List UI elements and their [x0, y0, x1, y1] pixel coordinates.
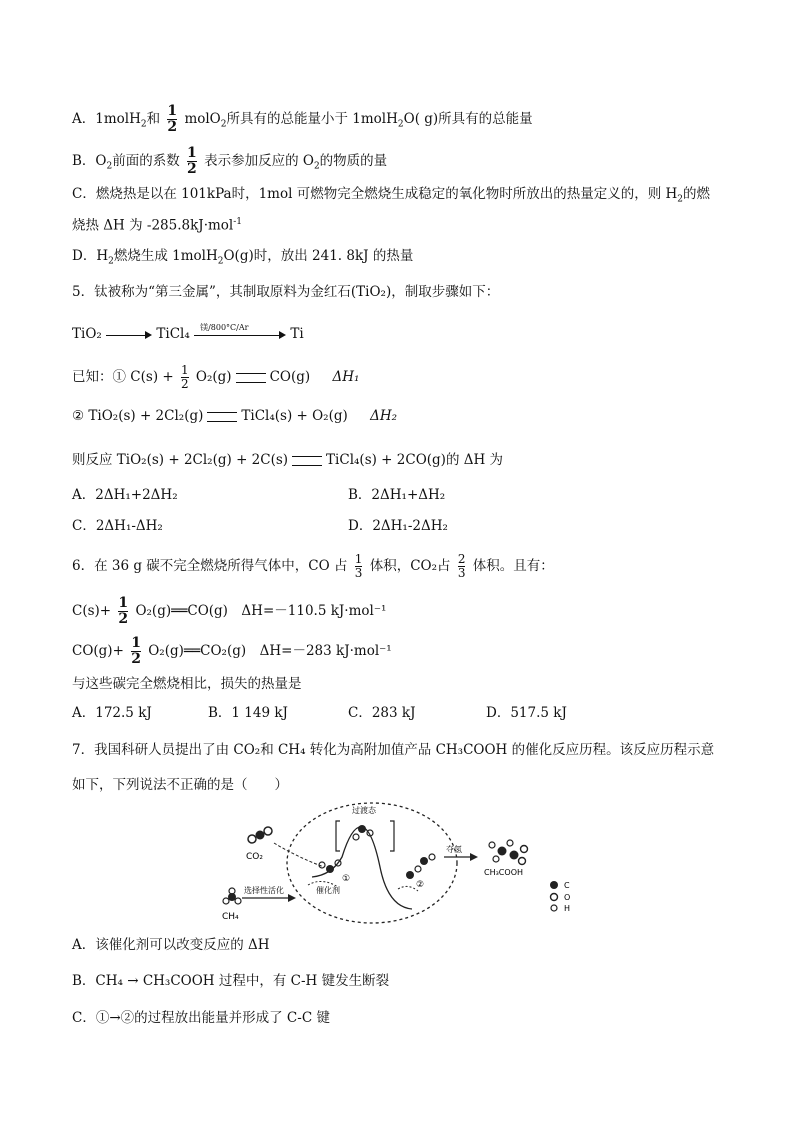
- legend-hydrogen: H: [564, 904, 571, 913]
- q5-option-b[interactable]: B．2ΔH₁+ΔH₂: [348, 487, 446, 503]
- q7-option-a[interactable]: A．该催化剂可以改变反应的 ΔH: [72, 937, 270, 953]
- q5-known-2: ② TiO₂(s) + 2Cl₂(g) TiCl₄(s) + O₂(g) ΔH₂: [72, 408, 398, 424]
- q6-option-b[interactable]: B．1 149 kJ: [208, 705, 288, 721]
- q6-equation-1: C(s)+ $\frac{1}{2}$ O₂(g)══CO(g) ΔH=－110.5 kJ·mol⁻¹: [72, 595, 387, 627]
- q7-option-c[interactable]: C．①→②的过程放出能量并形成了 C-C 键: [72, 1010, 330, 1026]
- q5-option-d[interactable]: D．2ΔH₁-2ΔH₂: [348, 518, 448, 534]
- q5-stem: 5．钛被称为“第三金属”，其制取原料为金红石(TiO₂)，制取步骤如下：: [72, 284, 500, 300]
- q6-option-d[interactable]: D．517.5 kJ: [486, 705, 567, 721]
- q6-option-a[interactable]: A．172.5 kJ: [72, 705, 152, 721]
- q6-equation-2: CO(g)+ $\frac{1}{2}$ O₂(g)══CO₂(g) ΔH=－283 kJ·mol⁻¹: [72, 635, 392, 667]
- q7-stem-line1: 7．我国科研人员提出了由 CO₂和 CH₄ 转化为高附加值产品 CH₃COOH 的催化反应历程。该反应历程示意: [72, 742, 715, 758]
- legend-oxygen: O: [564, 893, 571, 902]
- reaction-zone-ellipse: [287, 803, 457, 923]
- fraction-one-half: $\frac{1}{2}$: [167, 103, 178, 135]
- q4-option-c-line1: C．燃烧热是以在 101kPa时，1mol 可燃物完全燃烧生成稳定的氧化物时所放出的热量定义的，则 $H_2$的燃: [72, 186, 711, 205]
- q5-route: TiO₂ TiCl₄ 镁/800°C/Ar Ti: [72, 322, 304, 342]
- fraction-one-third: $\frac{1}{3}$: [354, 552, 363, 580]
- ch4-label: CH₄: [222, 912, 239, 922]
- step-1-label: ①: [342, 874, 351, 884]
- reaction-arrow-with-condition: 镁/800°C/Ar: [194, 330, 286, 340]
- q4-option-b: B．$O_2$前面的系数 $\frac{1}{2}$ 表示参加反应的 $O_2$的物质的量: [72, 145, 388, 177]
- equals-sign: [236, 373, 266, 383]
- fraction-one-half: $\frac{1}{2}$: [180, 363, 189, 391]
- transition-state-label: 过渡态: [352, 806, 376, 815]
- q6-option-c[interactable]: C．283 kJ: [348, 705, 416, 721]
- q5-known-1: 已知：① C(s) + $\frac{1}{2}$ O₂(g) CO(g) ΔH₁: [72, 363, 360, 391]
- q4-option-d: D．$H_2$燃烧生成 1molH$_2$O(g)时，放出 241. 8kJ 的热量: [72, 248, 414, 267]
- activation-label: 选择性活化: [244, 886, 284, 895]
- step-2-label: ②: [416, 880, 425, 890]
- co2-molecule: [248, 827, 272, 843]
- acetic-acid-molecule: [489, 840, 528, 865]
- step-label: 夺氢: [446, 845, 462, 854]
- q7-option-b[interactable]: B．CH₄ → CH₃COOH 过程中，有 C-H 键发生断裂: [72, 973, 390, 989]
- reaction-mechanism-diagram: [212, 797, 592, 925]
- fraction-two-thirds: $\frac{2}{3}$: [457, 552, 466, 580]
- q4-option-a: A．1molH$_2$和 $\frac{1}{2}$ molO$_2$所具有的总能量小于 1molH$_2$O( g)所具有的总能量: [72, 103, 533, 135]
- equals-sign: [207, 412, 237, 422]
- q5-option-c[interactable]: C．2ΔH₁-ΔH₂: [72, 518, 163, 534]
- product-label: CH₃COOH: [484, 868, 524, 877]
- atom-legend: [550, 881, 570, 913]
- q4-option-c-line2: 烧热 ΔH 为 -285.8kJ·mol$^{-1}$: [72, 217, 243, 234]
- q6-question: 与这些碳完全燃烧相比，损失的热量是: [72, 676, 302, 692]
- q7-stem-line2: 如下，下列说法不正确的是（ ）: [72, 777, 288, 793]
- ch4-molecule: [223, 888, 241, 904]
- co2-label: CO₂: [246, 852, 263, 862]
- reaction-arrow: [106, 330, 152, 340]
- fraction-one-half: $\frac{1}{2}$: [118, 595, 129, 627]
- legend-carbon: C: [564, 881, 570, 890]
- fraction-one-half: $\frac{1}{2}$: [131, 635, 141, 667]
- fraction-one-half: $\frac{1}{2}$: [187, 145, 197, 177]
- equals-sign: [292, 456, 322, 466]
- q5-question: 则反应 TiO₂(s) + 2Cl₂(g) + 2C(s) TiCl₄(s) + 2CO(g)的 ΔH 为: [72, 452, 504, 468]
- q6-stem: 6．在 36 g 碳不完全燃烧所得气体中，CO 占 $\frac{1}{3}$ 体积，CO₂占 $\frac{2}{3}$ 体积。且有：: [72, 552, 554, 580]
- catalyst-label: 催化剂: [316, 886, 340, 895]
- q5-option-a[interactable]: A．2ΔH₁+2ΔH₂: [72, 487, 178, 503]
